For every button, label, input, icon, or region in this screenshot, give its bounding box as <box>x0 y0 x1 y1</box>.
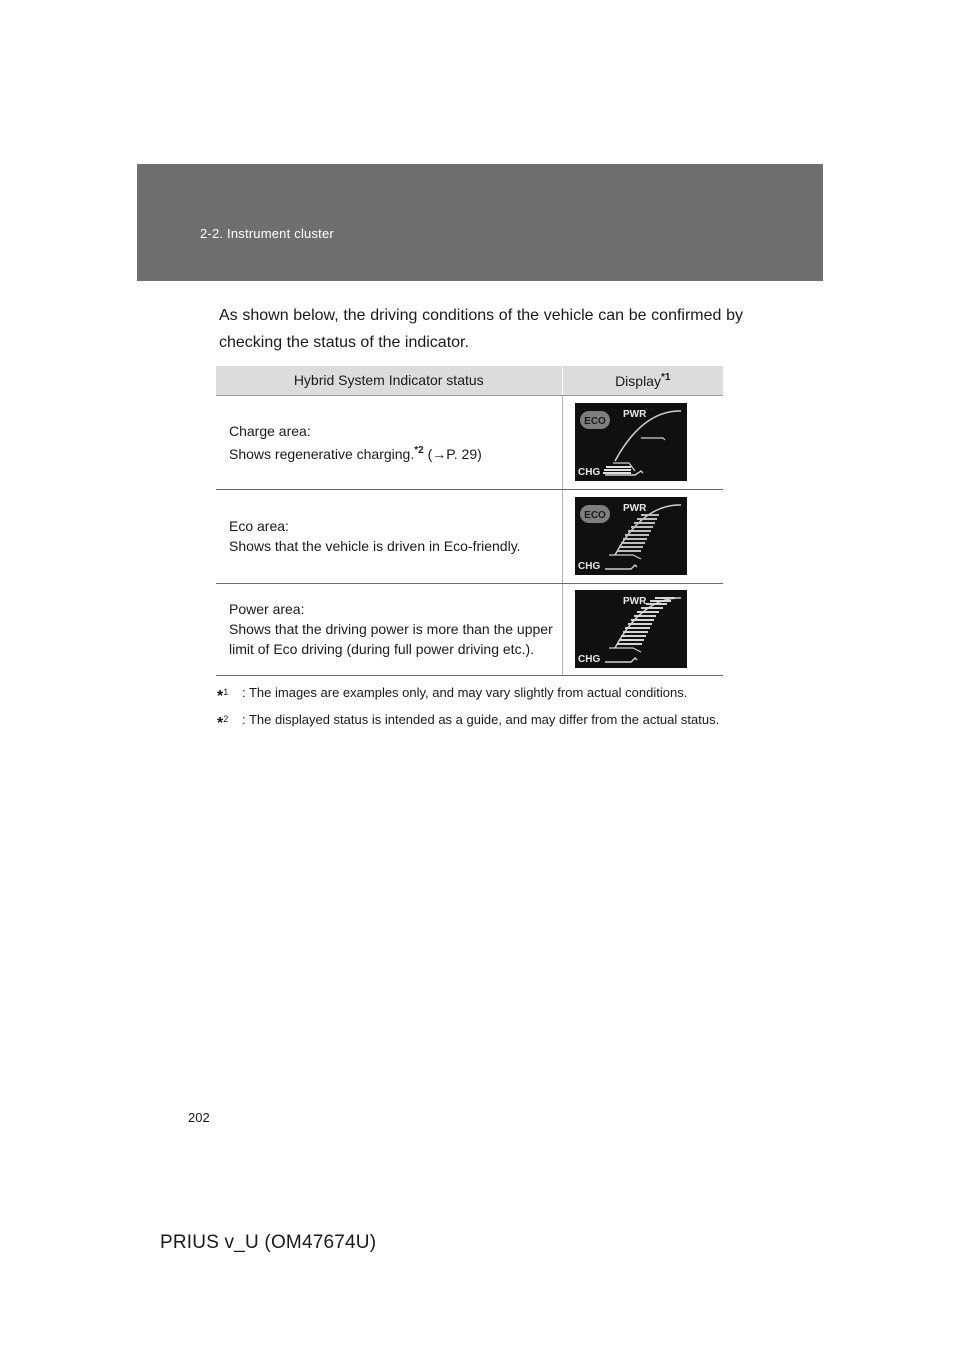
footnote-text: : The images are examples only, and may vary slightly from actual conditions. <box>242 685 688 700</box>
gauge-label-eco: ECO <box>583 416 606 427</box>
table-row <box>216 583 723 675</box>
table-row <box>216 489 723 583</box>
status-text: Shows regenerative charging. <box>229 445 415 462</box>
status-title: Charge area: <box>229 422 311 439</box>
table-row <box>216 395 723 489</box>
status-text: Shows that the driving power is more than the upper limit of Eco driving (during full power driving etc.). <box>229 621 553 657</box>
gauge-label-chg: CHG <box>577 467 600 478</box>
display-cell <box>562 583 723 675</box>
page-number: 202 <box>188 1110 210 1125</box>
gauge-label-pwr: PWR <box>622 409 646 420</box>
gauge-label-chg: CHG <box>577 561 600 572</box>
status-title: Power area: <box>229 601 305 617</box>
gauge-label-eco: ECO <box>583 510 606 521</box>
display-cell <box>562 489 723 583</box>
gauge-label-pwr: PWR <box>622 503 646 514</box>
header-display: Display$^{*1}$ <box>562 366 723 395</box>
status-description <box>216 489 562 583</box>
eco-area-gauge-icon <box>575 497 687 575</box>
status-description <box>216 583 562 675</box>
page-reference: (→P. 29) <box>423 445 482 462</box>
footnote-text: : The displayed status is intended as a guide, and may differ from the actual status. <box>242 712 720 727</box>
charge-area-gauge-icon <box>575 403 687 481</box>
header-band <box>137 164 823 281</box>
gauge-label-pwr: PWR <box>622 596 646 607</box>
gauge-label-chg: CHG <box>577 654 600 665</box>
footnote-ref: *1 <box>660 371 671 383</box>
document-id: PRIUS v_U (OM47674U) <box>160 1232 377 1253</box>
footnotes <box>217 682 737 736</box>
display-cell <box>562 395 723 489</box>
header-status: Hybrid System Indicator status <box>216 366 562 395</box>
power-area-gauge-icon <box>575 590 687 668</box>
status-table <box>216 366 723 676</box>
status-text: Shows that the vehicle is driven in Eco-friendly. <box>229 538 521 554</box>
table-header-row <box>216 366 723 395</box>
footnote-mark: *$^2$ <box>217 714 229 732</box>
footnote <box>217 709 737 730</box>
footnote-mark: *$^1$ <box>217 687 229 705</box>
section-label: 2-2. Instrument cluster <box>200 226 334 241</box>
footnote <box>217 682 737 703</box>
status-title: Eco area: <box>229 518 289 534</box>
footnote-ref: *2 <box>414 444 424 456</box>
status-description <box>216 395 562 489</box>
intro-paragraph: As shown below, the driving conditions of the vehicle can be confirmed by checking the status of the indicator. <box>219 307 743 351</box>
